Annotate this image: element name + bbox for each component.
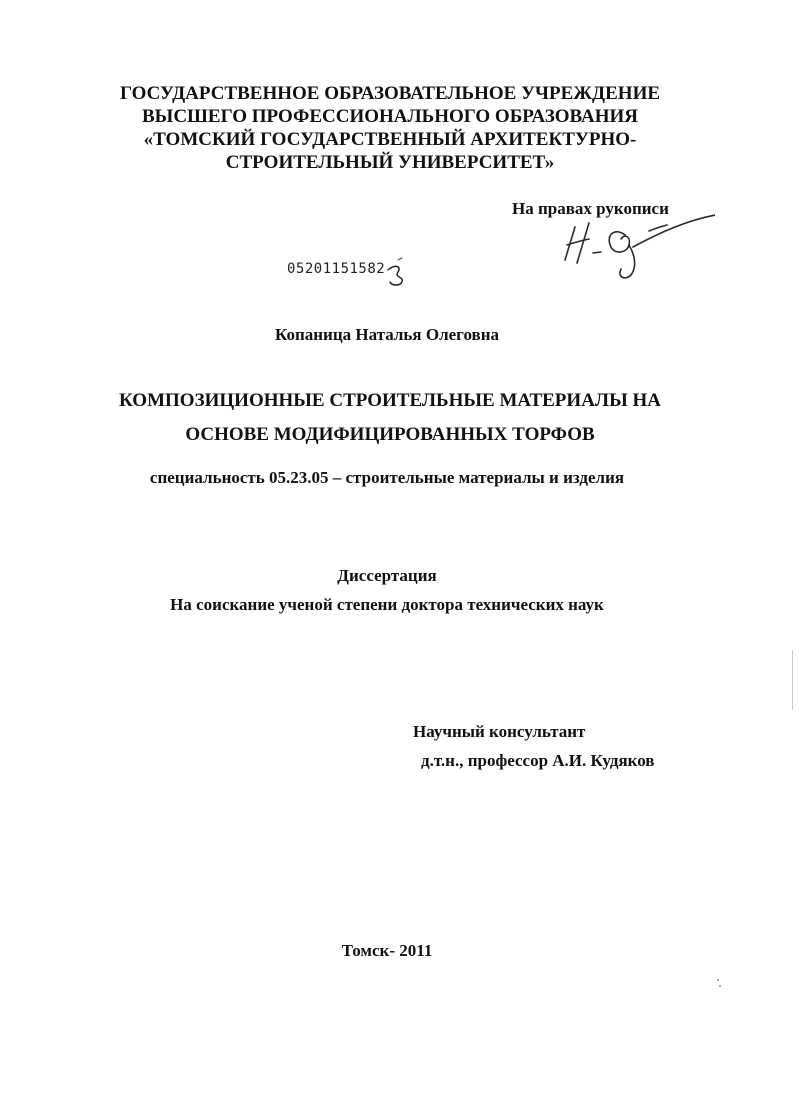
consultant-label: Научный консультант <box>413 722 586 741</box>
specialty: специальность 05.23.05 – строительные материалы и изделия <box>149 468 625 487</box>
dissertation-title <box>60 384 720 452</box>
institution-line: «ТОМСКИЙ ГОСУДАРСТВЕННЫЙ АРХИТЕКТУРНО- <box>143 129 637 150</box>
scan-speck <box>719 985 721 987</box>
institution-line: ВЫСШЕГО ПРОФЕССИОНАЛЬНОГО ОБРАЗОВАНИЯ <box>142 106 638 127</box>
document-type: Диссертация <box>337 566 437 585</box>
signature-icon <box>555 205 715 290</box>
institution-line: ГОСУДАРСТВЕННОЕ ОБРАЗОВАТЕЛЬНОЕ УЧРЕЖДЕНИЕ <box>119 83 661 104</box>
scan-speck <box>717 979 719 981</box>
handwritten-mark-icon <box>384 256 410 288</box>
author-name: Копаница Наталья Олеговна <box>274 325 500 344</box>
consultant-name: д.т.н., профессор А.И. Кудяков <box>421 751 655 770</box>
title-line: КОМПОЗИЦИОННЫЕ СТРОИТЕЛЬНЫЕ МАТЕРИАЛЫ НА <box>119 390 661 411</box>
degree-statement: На соискание ученой степени доктора технических наук <box>170 595 604 614</box>
inventory-number: 05201151582 <box>287 261 386 277</box>
institution-header <box>60 82 720 174</box>
title-line: ОСНОВЕ МОДИФИЦИРОВАННЫХ ТОРФОВ <box>185 424 595 445</box>
scan-speck <box>792 650 793 710</box>
institution-line: СТРОИТЕЛЬНЫЙ УНИВЕРСИТЕТ» <box>225 152 555 173</box>
rights-note: На правах рукописи <box>512 199 669 218</box>
city-year: Томск- 2011 <box>341 941 433 960</box>
